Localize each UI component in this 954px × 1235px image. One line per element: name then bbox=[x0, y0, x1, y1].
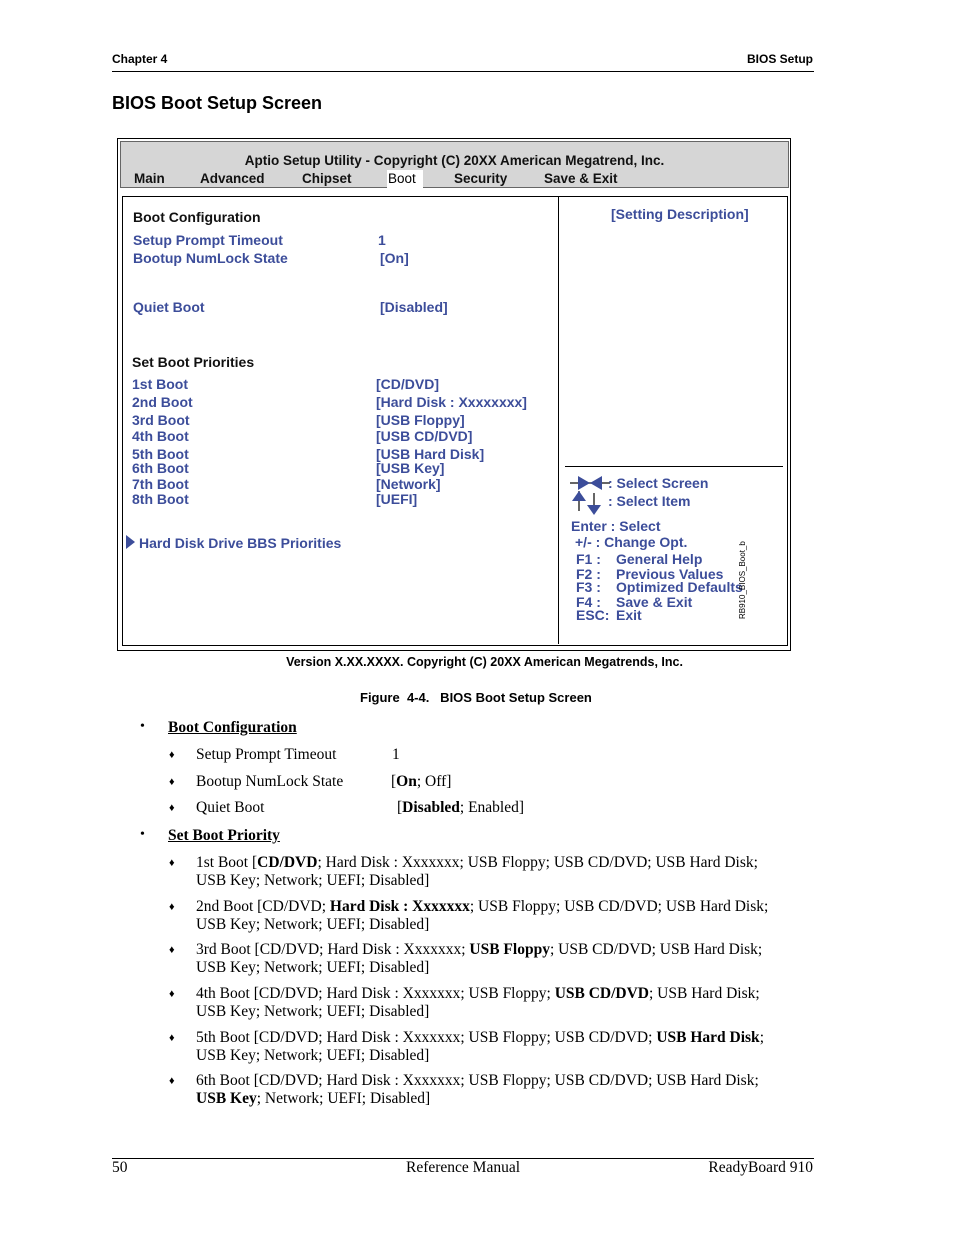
setup-prompt-timeout-label[interactable]: Setup Prompt Timeout bbox=[133, 232, 283, 248]
diamond-icon: ♦ bbox=[169, 776, 175, 788]
priority-item-3: 3rd Boot [CD/DVD; Hard Disk : Xxxxxxx; USB Floppy; USB CD/DVD; USB Hard Disk; USB Key; Network; UEFI; Disabled] bbox=[196, 941, 763, 976]
priority-item-5: 5th Boot [CD/DVD; Hard Disk : Xxxxxxx; USB Floppy; USB CD/DVD; USB Hard Disk; USB Key; Network; UEFI; Disabled] bbox=[196, 1029, 764, 1064]
boot-7-value[interactable]: [Network] bbox=[376, 476, 441, 492]
footer-center: Reference Manual bbox=[406, 1159, 521, 1176]
opt-numlock-value: [On; Off] bbox=[391, 773, 452, 790]
boot-config-bullet-heading: Boot Configuration bbox=[168, 719, 297, 736]
bios-title: Aptio Setup Utility - Copyright (C) 20XX American Megatrend, Inc. bbox=[244, 153, 665, 168]
priority-item-6: 6th Boot [CD/DVD; Hard Disk : Xxxxxxx; USB Floppy; USB CD/DVD; USB Hard Disk; USB Key; Network; UEFI; Disabled] bbox=[196, 1072, 759, 1107]
boot-8-value[interactable]: [UEFI] bbox=[376, 491, 418, 507]
boot-5-value[interactable]: [USB Hard Disk] bbox=[376, 446, 485, 462]
page-number: 50 bbox=[112, 1159, 128, 1176]
help-select-screen: : Select Screen bbox=[608, 475, 709, 491]
bullet-dot: • bbox=[140, 827, 145, 842]
figure-caption: Figure 4-4. BIOS Boot Setup Screen bbox=[360, 690, 592, 705]
hdd-bbs-priorities-item[interactable]: Hard Disk Drive BBS Priorities bbox=[139, 535, 342, 551]
boot-priority-bullet-heading: Set Boot Priority bbox=[168, 827, 280, 844]
help-f4-key: F4 : bbox=[576, 594, 601, 610]
boot-1-label[interactable]: 1st Boot bbox=[132, 376, 188, 392]
boot-5-label[interactable]: 5th Boot bbox=[132, 446, 189, 462]
tab-advanced[interactable]: Advanced bbox=[200, 171, 265, 186]
setting-description: [Setting Description] bbox=[611, 206, 749, 222]
help-esc-text: Exit bbox=[616, 607, 642, 623]
setup-prompt-timeout-value[interactable]: 1 bbox=[378, 232, 386, 248]
section-label: BIOS Setup bbox=[746, 52, 813, 66]
tab-security[interactable]: Security bbox=[454, 171, 508, 186]
opt-numlock-label: Bootup NumLock State bbox=[196, 773, 344, 790]
help-f4-text: Save & Exit bbox=[616, 594, 693, 610]
diamond-icon: ♦ bbox=[169, 901, 175, 913]
help-f3-key: F3 : bbox=[576, 579, 601, 595]
help-esc-key: ESC: bbox=[576, 607, 610, 623]
opt-quiet-label: Quiet Boot bbox=[196, 799, 265, 816]
boot-priorities-heading: Set Boot Priorities bbox=[132, 354, 255, 370]
boot-4-label[interactable]: 4th Boot bbox=[132, 428, 189, 444]
submenu-arrow-icon bbox=[126, 535, 135, 549]
boot-6-label[interactable]: 6th Boot bbox=[132, 460, 189, 476]
priority-item-4: 4th Boot [CD/DVD; Hard Disk : Xxxxxxx; USB Floppy; USB CD/DVD; USB Hard Disk; USB Key; Network; UEFI; Disabled] bbox=[196, 985, 760, 1020]
tab-chipset[interactable]: Chipset bbox=[302, 171, 352, 186]
header-rule bbox=[112, 71, 814, 72]
help-divider bbox=[565, 466, 783, 467]
help-enter: Enter : Select bbox=[571, 518, 661, 534]
priority-item-2: 2nd Boot [CD/DVD; Hard Disk : Xxxxxxx; USB Floppy; USB CD/DVD; USB Hard Disk; USB Key; Network; UEFI; Disabled] bbox=[196, 898, 769, 933]
boot-7-label[interactable]: 7th Boot bbox=[132, 476, 189, 492]
diamond-icon: ♦ bbox=[169, 857, 175, 869]
section-title: BIOS Boot Setup Screen bbox=[112, 93, 323, 113]
boot-3-label[interactable]: 3rd Boot bbox=[132, 412, 190, 428]
bullet-dot: • bbox=[140, 719, 145, 734]
diamond-icon: ♦ bbox=[169, 1032, 175, 1044]
boot-2-value[interactable]: [Hard Disk : Xxxxxxxx] bbox=[376, 394, 527, 410]
boot-1-value[interactable]: [CD/DVD] bbox=[376, 376, 439, 392]
tab-main[interactable]: Main bbox=[134, 171, 165, 186]
boot-3-value[interactable]: [USB Floppy] bbox=[376, 412, 465, 428]
up-down-arrows-icon bbox=[572, 491, 602, 515]
diamond-icon: ♦ bbox=[169, 988, 175, 1000]
opt-timeout-value: 1 bbox=[392, 746, 400, 763]
opt-timeout-label: Setup Prompt Timeout bbox=[196, 746, 337, 763]
priority-item-1: 1st Boot [CD/DVD; Hard Disk : Xxxxxxx; USB Floppy; USB CD/DVD; USB Hard Disk; USB Key; Network; UEFI; Disabled] bbox=[196, 854, 758, 889]
help-f3-text: Optimized Defaults bbox=[616, 579, 743, 595]
figure-side-label: RB910_BIOS_Boot_b bbox=[738, 541, 747, 619]
tab-boot[interactable]: Boot bbox=[388, 171, 416, 186]
footer-right: ReadyBoard 910 bbox=[708, 1159, 813, 1176]
opt-quiet-value: [Disabled; Enabled] bbox=[397, 799, 525, 816]
boot-8-label[interactable]: 8th Boot bbox=[132, 491, 189, 507]
chapter-label: Chapter 4 bbox=[112, 52, 168, 66]
diamond-icon: ♦ bbox=[169, 749, 175, 761]
bios-screen bbox=[117, 138, 791, 651]
tab-save-exit[interactable]: Save & Exit bbox=[544, 171, 618, 186]
help-f2-text: Previous Values bbox=[616, 566, 724, 582]
diamond-icon: ♦ bbox=[169, 1075, 175, 1087]
help-f1-key: F1 : bbox=[576, 551, 601, 567]
boot-config-heading: Boot Configuration bbox=[133, 209, 261, 225]
boot-4-value[interactable]: [USB CD/DVD] bbox=[376, 428, 473, 444]
left-right-arrows-icon bbox=[570, 476, 610, 490]
help-select-item: : Select Item bbox=[608, 493, 691, 509]
help-f1-text: General Help bbox=[616, 551, 703, 567]
numlock-state-value[interactable]: [On] bbox=[380, 250, 409, 266]
diamond-icon: ♦ bbox=[169, 944, 175, 956]
diamond-icon: ♦ bbox=[169, 802, 175, 814]
quiet-boot-label[interactable]: Quiet Boot bbox=[133, 299, 205, 315]
bios-divider bbox=[558, 197, 559, 644]
help-f2-key: F2 : bbox=[576, 566, 601, 582]
boot-2-label[interactable]: 2nd Boot bbox=[132, 394, 193, 410]
quiet-boot-value[interactable]: [Disabled] bbox=[380, 299, 448, 315]
bios-title-bar bbox=[120, 141, 789, 188]
numlock-state-label[interactable]: Bootup NumLock State bbox=[133, 250, 288, 266]
help-change: +/- : Change Opt. bbox=[575, 534, 688, 550]
bios-version: Version X.XX.XXXX. Copyright (C) 20XX American Megatrends, Inc. bbox=[286, 655, 683, 669]
boot-6-value[interactable]: [USB Key] bbox=[376, 460, 445, 476]
